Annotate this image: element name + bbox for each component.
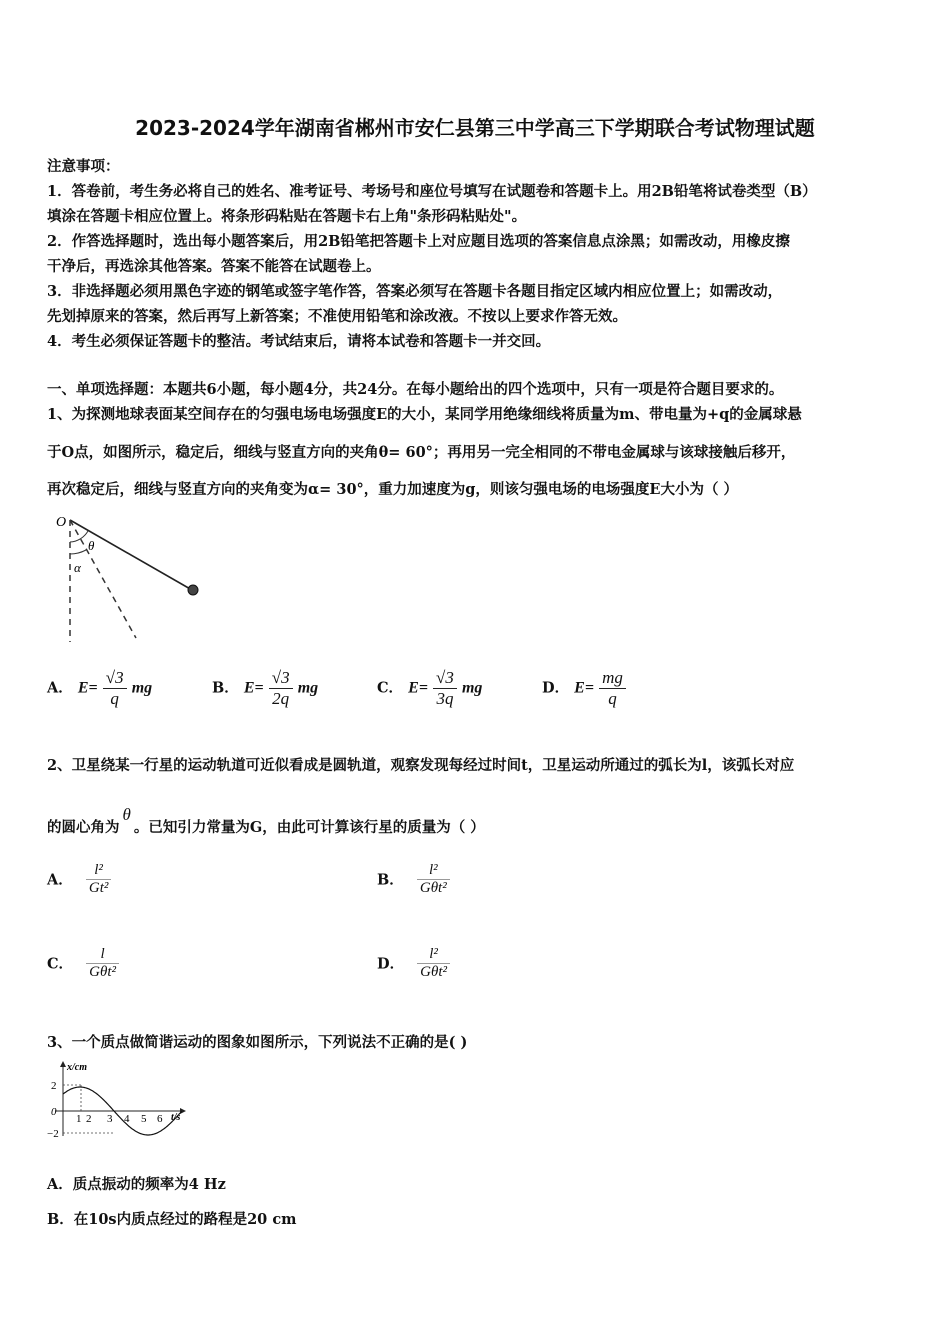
option-prefix: E= [408, 679, 428, 697]
numerator: l² [86, 862, 112, 880]
denominator: Gθt² [89, 964, 117, 981]
notice-line: 3．非选择题必须用黑色字迹的钢笔或签字笔作答，答案必须写在答题卡各题目指定区域内相应位置上；如需改动， [47, 283, 783, 300]
option-label: A． [47, 679, 73, 697]
q2-line2a: 的圆心角为 [47, 819, 120, 836]
denominator: Gθt² [419, 880, 447, 897]
o-label: O [56, 515, 67, 530]
theta-symbol: θ [122, 805, 131, 824]
alpha-label: α [74, 560, 81, 575]
page-title: 2023-2024学年湖南省郴州市安仁县第三中学高三下学期联合考试物理试题 [135, 116, 815, 140]
denominator: Gθt² [420, 964, 448, 981]
fraction [103, 668, 127, 708]
section-heading: 一、单项选择题：本题共6小题，每小题4分，共24分。在每小题给出的四个选项中，只有一项是符合题目要求的。 [47, 381, 784, 398]
q1-line2: 于O点，如图所示，稳定后，细线与竖直方向的夹角θ= 60°；再用另一完全相同的不带电金属球与该球接触后移开， [47, 444, 796, 461]
q1-line3: 再次稳定后，细线与竖直方向的夹角变为α= 30°，重力加速度为g，则该匀强电场的电场强度E大小为（ ） [47, 481, 739, 498]
option-label: D． [377, 955, 405, 973]
notice-line: 1．答卷前，考生务必将自己的姓名、准考证号、考场号和座位号填写在试题卷和答题卡上。用2B铅笔将试卷类型（B） [47, 183, 817, 200]
option-suffix: mg [131, 679, 153, 697]
fraction [417, 862, 450, 898]
q3-option-b[interactable]: B．在10s内质点经过的路程是20 cm [47, 1211, 297, 1228]
x-tick-label: 5 [141, 1113, 147, 1125]
q2-option-a[interactable] [47, 862, 111, 898]
q2-line1: 2、卫星绕某一行星的运动轨道可近似看成是圆轨道，观察发现每经过时间t，卫星运动所通过的弧长为l，该弧长对应 [47, 757, 795, 774]
numerator: √3 [433, 668, 457, 689]
string-theta [70, 520, 192, 590]
string-alpha [70, 520, 136, 638]
y-tick-label: 0 [51, 1106, 57, 1118]
numerator: √3 [269, 668, 293, 689]
numerator: l [86, 946, 119, 964]
option-label: A． [47, 871, 73, 889]
y-tick-label: −2 [47, 1128, 59, 1140]
option-label: D． [542, 679, 570, 697]
x-tick-label: 2 [86, 1113, 92, 1125]
notice-line: 2．作答选择题时，选出每小题答案后，用2B铅笔把答题卡上对应题目选项的答案信息点涂黑；如需改动，用橡皮擦 [47, 233, 790, 250]
y-tick-label: 2 [51, 1080, 57, 1092]
option-suffix: mg [297, 679, 319, 697]
q2-line2b: 。已知引力常量为G，由此可计算该行星的质量为（ ） [133, 819, 485, 836]
metal-ball [188, 585, 198, 595]
option-label: B． [212, 679, 239, 697]
notice-line: 4．考生必须保证答题卡的整洁。考试结束后，请将本试卷和答题卡一并交回。 [47, 333, 551, 350]
fraction [86, 946, 119, 982]
q2-option-b[interactable] [377, 862, 450, 898]
denominator: 3q [436, 688, 454, 708]
option-prefix: E= [574, 679, 594, 697]
fraction [417, 946, 450, 982]
alpha-arc [70, 550, 86, 554]
shm-graph [45, 1058, 195, 1148]
q2-option-d[interactable] [377, 946, 450, 982]
notice-line: 先划掉原来的答案，然后再写上新答案；不准使用铅笔和涂改液。不按以上要求作答无效。 [47, 308, 627, 325]
x-tick-label: 4 [124, 1113, 130, 1125]
q1-option-b[interactable] [212, 668, 318, 708]
notice-heading: 注意事项： [47, 158, 120, 175]
option-prefix: E= [243, 679, 264, 697]
theta-label: θ [88, 538, 95, 553]
q1-option-a[interactable] [47, 668, 152, 708]
option-label: B． [377, 871, 404, 889]
numerator: mg [599, 668, 626, 689]
numerator: l² [417, 862, 450, 880]
fraction [86, 862, 112, 898]
q2-line2 [47, 805, 485, 837]
option-prefix: E= [77, 679, 98, 697]
x-axis-label: t/s [171, 1112, 181, 1123]
x-tick-label: 6 [157, 1113, 163, 1125]
notice-line: 干净后，再选涂其他答案。答案不能答在试题卷上。 [47, 258, 381, 275]
q1-option-c[interactable] [377, 668, 482, 708]
x-tick-label: 3 [107, 1113, 113, 1125]
numerator: √3 [103, 668, 127, 689]
q1-option-d[interactable] [542, 668, 626, 708]
q3-option-a[interactable]: A．质点振动的频率为4 Hz [47, 1176, 226, 1193]
denominator: Gt² [88, 880, 109, 897]
denominator: 2q [272, 688, 290, 708]
fraction [269, 668, 293, 708]
numerator: l² [417, 946, 450, 964]
fraction [433, 668, 457, 708]
x-tick-label: 1 [76, 1113, 82, 1125]
option-label: C． [47, 955, 74, 973]
theta-arc [70, 531, 88, 542]
q2-option-c[interactable] [47, 946, 119, 982]
option-label: C． [377, 679, 404, 697]
q3-line1: 3、一个质点做简谐运动的图象如图所示，下列说法不正确的是( ) [47, 1034, 468, 1051]
option-suffix: mg [461, 679, 483, 697]
fraction [599, 668, 626, 708]
denominator: q [608, 688, 617, 708]
notice-line: 填涂在答题卡相应位置上。将条形码粘贴在答题卡右上角"条形码粘贴处"。 [47, 208, 527, 225]
y-axis-label: x/cm [67, 1062, 87, 1073]
q1-line1: 1、为探测地球表面某空间存在的匀强电场电场强度E的大小，某同学用绝缘细线将质量为m、带电量为+q的金属球悬 [47, 406, 802, 423]
pendulum-figure [52, 510, 212, 650]
denominator: q [110, 688, 119, 708]
